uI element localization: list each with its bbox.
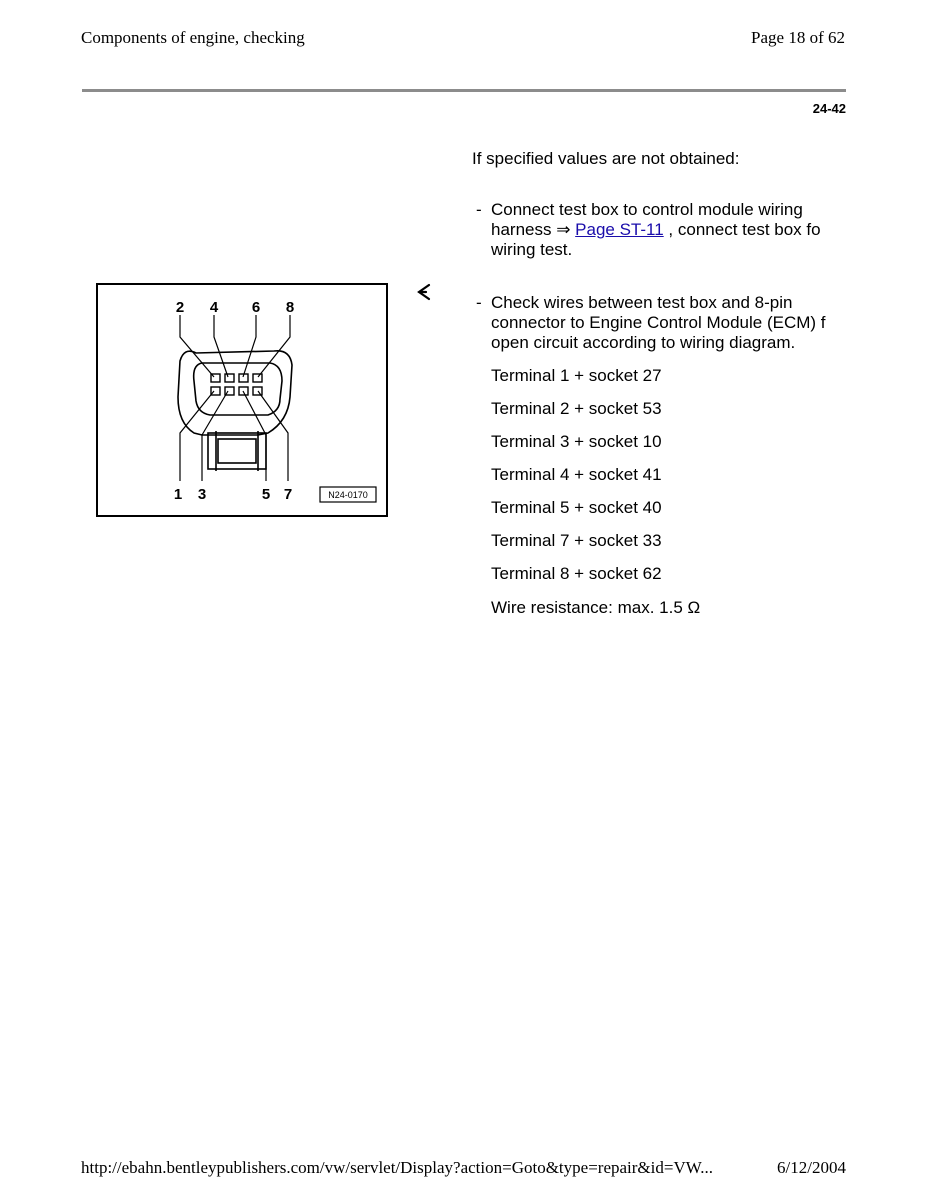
footer-url: http://ebahn.bentleypublishers.com/vw/servlet/Display?action=Goto&type=repair&id=VW... [81,1158,713,1177]
step-2-bullet: - [476,293,482,312]
label-3: 3 [197,486,207,503]
label-4: 4 [209,299,219,316]
leader-6 [243,315,256,377]
step-2-line-3: open circuit according to wiring diagram. [491,333,796,352]
step-2-line-1: Check wires between test box and 8-pin [491,293,793,312]
instruction-column [440,140,846,640]
terminal-row: Terminal 7 + socket 33 [491,531,662,550]
pin-8 [253,374,262,382]
leader-3 [202,391,228,481]
leader-5 [243,391,266,481]
terminal-row: Terminal 3 + socket 10 [491,432,662,451]
page-number: Page 18 of 62 [751,28,845,47]
terminal-row: Terminal 2 + socket 53 [491,399,662,418]
label-2: 2 [175,299,185,316]
leader-2 [180,315,214,377]
document-title: Components of engine, checking [81,28,305,47]
leader-7 [258,391,288,481]
step-1-line-2: harness ⇒ Page ST-11 , connect test box fo [491,220,821,239]
leader-4 [214,315,228,377]
terminal-row: Terminal 5 + socket 40 [491,498,662,517]
label-7: 7 [283,486,293,503]
figure-reference: N24-0170 [328,490,368,500]
step-1-line-1: Connect test box to control module wiring [491,200,803,219]
section-number: 24-42 [812,101,846,116]
step-marker-icon [416,283,432,301]
pin-4 [225,374,234,382]
leader-8 [258,315,290,377]
step-1-line-3: wiring test. [491,240,573,259]
label-1: 1 [173,486,183,503]
wire-resistance: Wire resistance: max. 1.5 Ω [491,598,701,617]
terminal-row: Terminal 8 + socket 62 [491,564,662,583]
step-2-line-2: connector to Engine Control Module (ECM) f [491,313,826,332]
page-st-11-link[interactable]: Page ST-11 [575,220,664,239]
step-1-bullet: - [476,200,482,219]
label-5: 5 [261,486,271,503]
terminal-row: Terminal 4 + socket 41 [491,465,662,484]
header-rule [82,89,846,92]
footer-date: 6/12/2004 [777,1158,846,1177]
connector-diagram [96,283,388,517]
terminal-row: Terminal 1 + socket 27 [491,366,662,385]
label-6: 6 [251,299,261,316]
intro-text: If specified values are not obtained: [472,149,740,168]
label-8: 8 [285,299,295,316]
